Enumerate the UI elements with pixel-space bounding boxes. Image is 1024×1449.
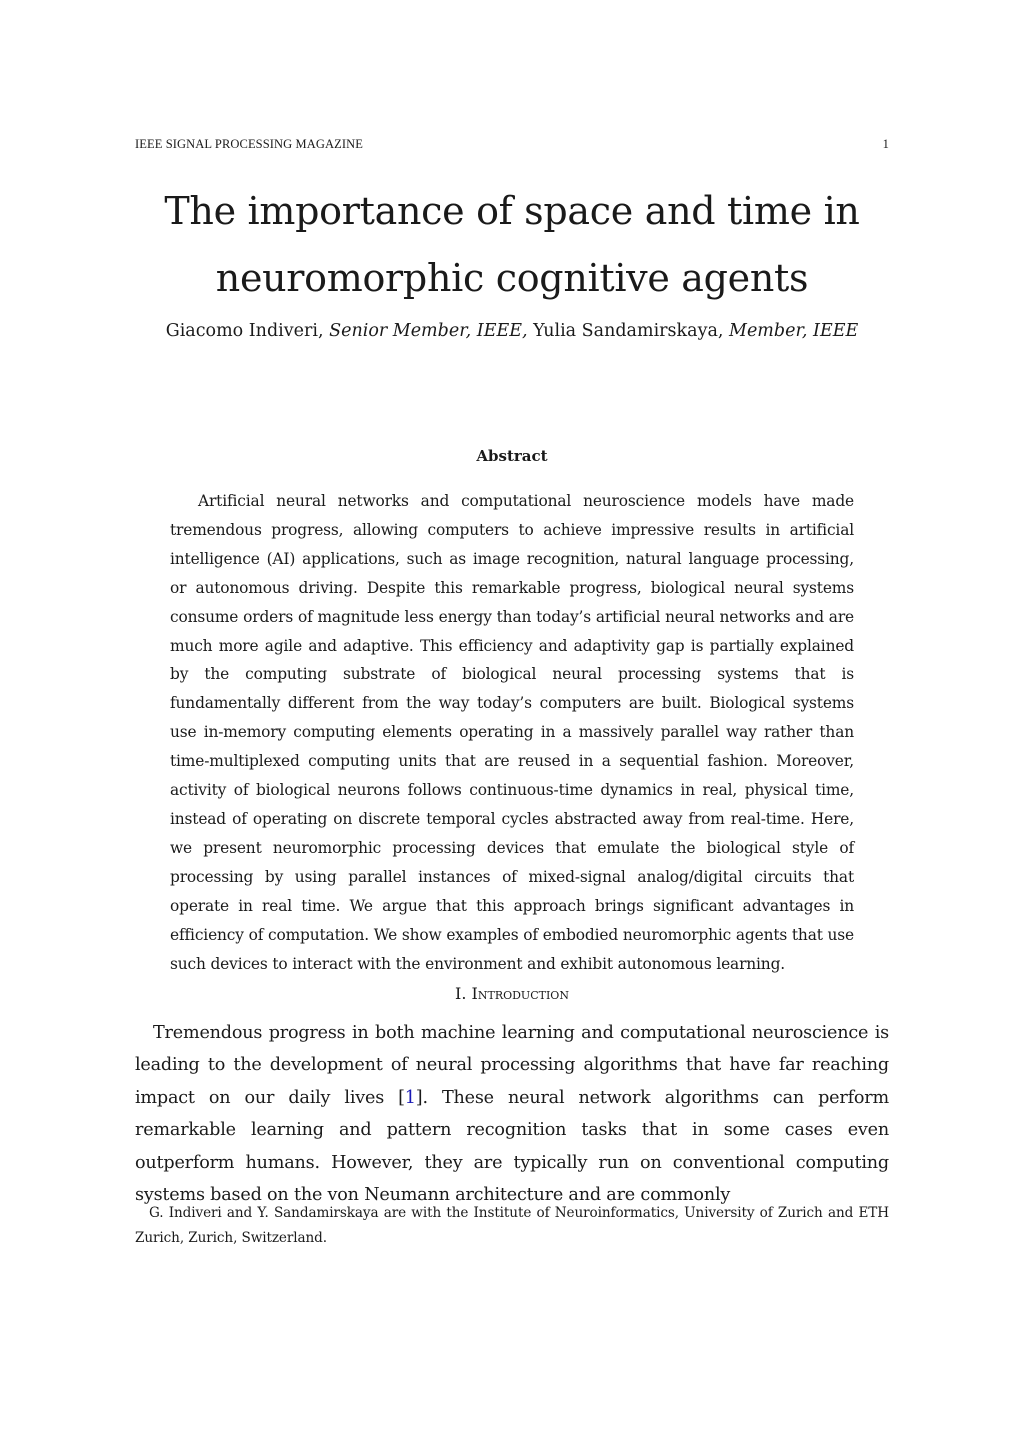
introduction-paragraph <box>135 1017 889 1211</box>
paper-title <box>80 178 944 312</box>
author-name-2: Yulia Sandamirskaya, <box>533 321 724 341</box>
author-name-1: Giacomo Indiveri, <box>165 321 324 341</box>
abstract-heading: Abstract <box>476 447 548 465</box>
title-line-2: neuromorphic cognitive agents <box>215 256 809 300</box>
title-line-1: The importance of space and time in <box>164 189 860 233</box>
section-number: I. <box>455 984 467 1003</box>
citation-link[interactable]: 1 <box>404 1087 416 1108</box>
intro-text-after-citation: ]. These neural network algorithms can perform remarkable learning and pattern recognition tasks that in some cases even outperform humans. However, they are typically run on conventional computing systems based on the von Neumann architecture and are commonly <box>135 1087 889 1206</box>
abstract-text: Artificial neural networks and computational neuroscience models have made tremendous progress, allowing computers to achieve impressive results in artificial intelligence (AI) applications, such as image recognition, natural language processing, or autonomous driving. Despite this remarkable progress, biological neural systems consume orders of magnitude less energy than today’s artificial neural networks and are much more agile and adaptive. This efficiency and adaptivity gap is partially explained by the computing substrate of biological neural processing systems that is fundamentally different from the way today’s computers are built. Biological systems use in-memory computing elements operating in a massively parallel way rather than time-multiplexed computing units that are reused in a sequential fashion. Moreover, activity of biological neurons follows continuous-time dynamics in real, physical time, instead of operating on discrete temporal cycles abstracted away from real-time. Here, we present neuromorphic processing devices that emulate the biological style of processing by using parallel instances of mixed-signal analog/digital circuits that operate in real time. We argue that this approach brings significant advantages in efficiency of computation. We show examples of embodied neuromorphic agents that use such devices to interact with the environment and exhibit autonomous learning. <box>170 492 854 973</box>
author-role-1: Senior Member, IEEE, <box>329 321 528 341</box>
affiliation-footnote: G. Indiveri and Y. Sandamirskaya are with the Institute of Neuroinformatics, University of Zurich and ETH Zurich, Zurich, Switzerland. <box>135 1205 889 1246</box>
author-role-2: Member, IEEE <box>729 321 859 341</box>
running-header <box>135 137 889 152</box>
page-number: 1 <box>882 137 889 151</box>
section-title: Introduction <box>471 984 569 1003</box>
journal-name: IEEE SIGNAL PROCESSING MAGAZINE <box>135 137 363 151</box>
intro-text-before-citation: Tremendous progress in both machine learning and computational neuroscience is leading to the development of neural processing algorithms that have far reaching impact on our daily lives [ <box>135 1023 889 1108</box>
author-line <box>80 318 944 344</box>
section-heading-introduction <box>135 984 889 1003</box>
